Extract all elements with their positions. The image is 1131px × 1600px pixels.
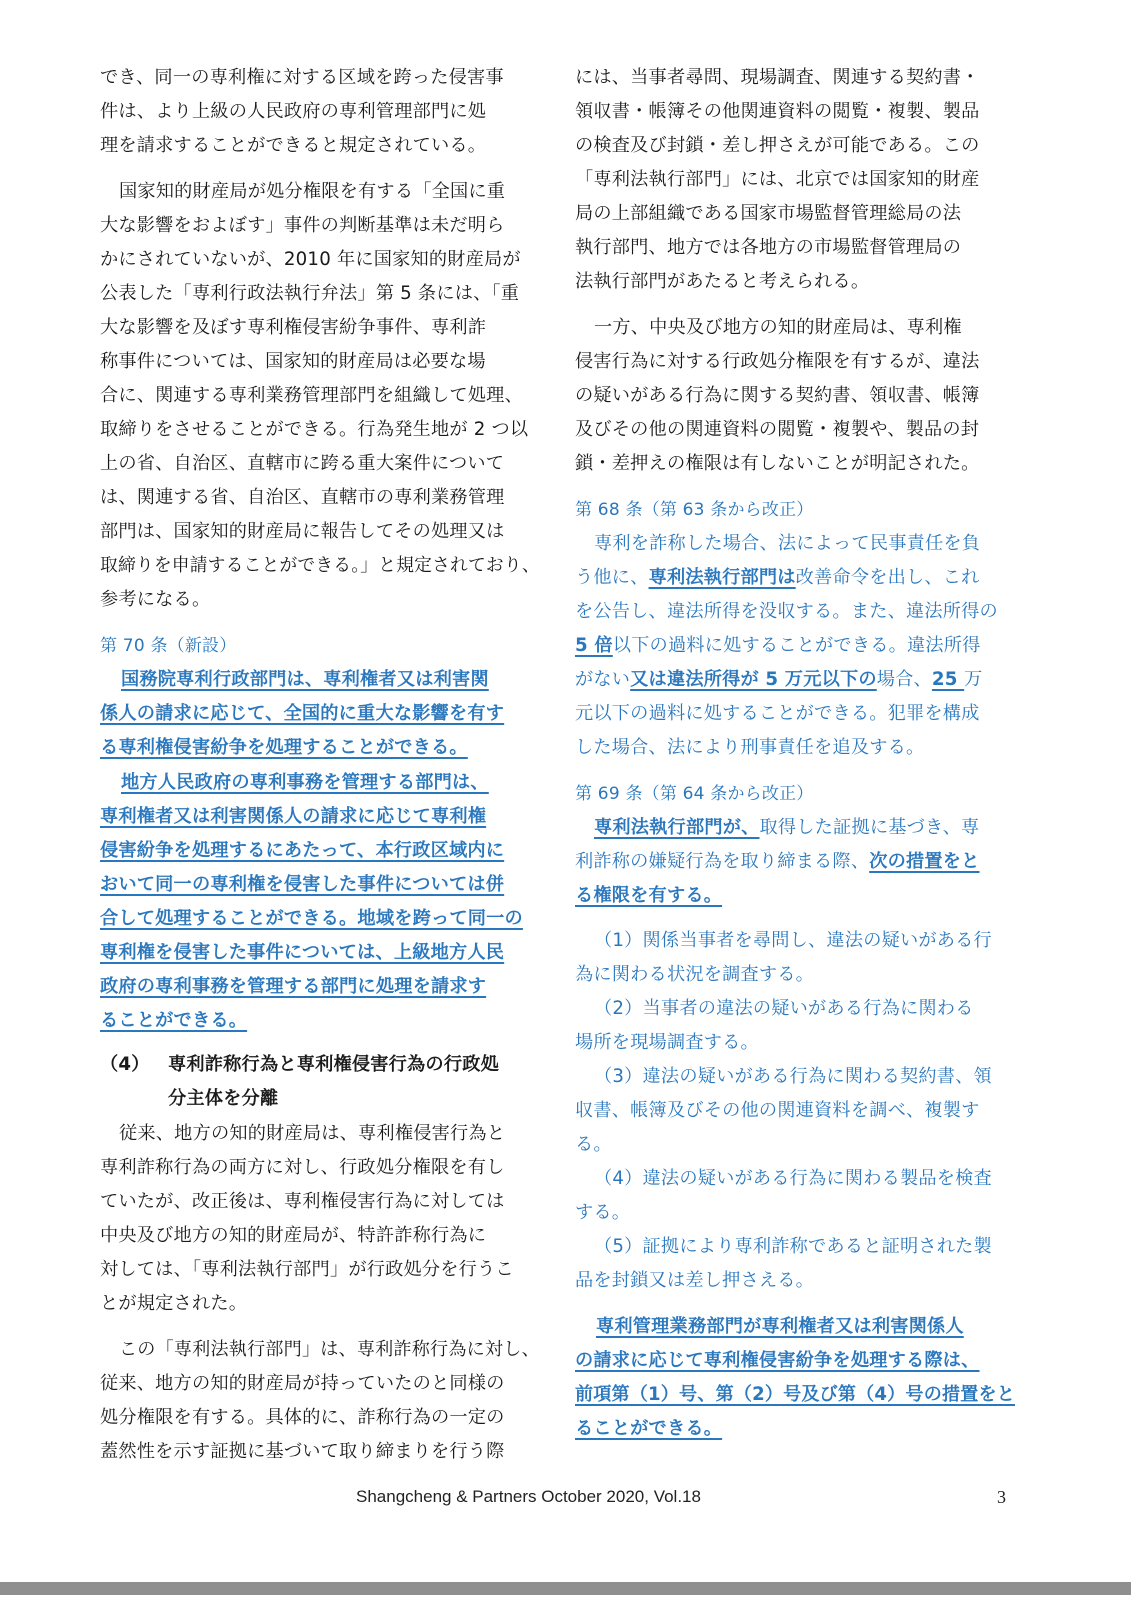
emphasis-segment: 5 倍: [575, 635, 613, 656]
text-segment: がない: [575, 669, 631, 690]
text-line: 国務院専利行政部門は、専利権者又は利害関: [121, 669, 489, 690]
footer-bar: [0, 1582, 1131, 1595]
text-line: 専利を詐称した場合、法によって民事責任を負: [594, 533, 981, 554]
text-line: [575, 634, 981, 658]
text-line: [575, 566, 980, 590]
list-item-line: 為に関わる状況を調査する。: [575, 964, 815, 985]
emphasis-segment: 25: [931, 669, 965, 690]
list-item-line: （3）違法の疑いがある行為に関わる契約書、領: [594, 1066, 992, 1087]
text-line: 前項第（1）号、第（2）号及び第（4）号の措置をと: [575, 1384, 1015, 1405]
text-segment: 改善命令を出し、これ: [795, 567, 980, 588]
text-line: の請求に応じて専利権侵害紛争を処理する際は、: [575, 1350, 980, 1371]
text-line: 政府の専利事務を管理する部門に処理を請求す: [100, 976, 487, 997]
text-line: 係人の請求に応じて、全国的に重大な影響を有す: [100, 703, 505, 724]
text-line: 件は、より上級の人民政府の専利管理部門に処: [100, 101, 487, 122]
text-line: 称事件については、国家知的財産局は必要な場: [100, 351, 486, 372]
text-line: でき、同一の専利権に対する区域を跨った侵害事: [100, 67, 504, 88]
list-item-line: （4）違法の疑いがある行為に関わる製品を検査: [594, 1168, 992, 1189]
list-item-line: （2）当事者の違法の疑いがある行為に関わる: [594, 998, 974, 1019]
text-line: 専利権を侵害した事件については、上級地方人民: [100, 942, 505, 963]
text-line: 地方人民政府の専利事務を管理する部門は、: [121, 772, 489, 793]
text-line: 公表した「専利行政法執行弁法」第 5 条には、「重: [100, 283, 520, 304]
article-68-heading: 第 68 条（第 63 条から改正）: [575, 500, 814, 520]
text-line: 侵害紛争を処理するにあたって、本行政区域内に: [100, 840, 505, 861]
text-line: ることができる。: [100, 1010, 248, 1031]
list-item-line: 品を封鎖又は差し押さえる。: [575, 1270, 815, 1291]
article-69-heading: 第 69 条（第 64 条から改正）: [575, 784, 814, 804]
text-line: 一方、中央及び地方の知的財産局は、専利権: [594, 317, 962, 338]
text-line: [575, 668, 983, 692]
text-line: 国家知的財産局が処分権限を有する「全国に重: [119, 181, 506, 202]
text-line: 専利詐称行為の両方に対し、行政処分権限を有し: [100, 1157, 505, 1178]
text-segment: う他に、: [575, 567, 649, 588]
article-70-heading: 第 70 条（新設）: [100, 636, 237, 656]
section-title: 分主体を分離: [168, 1088, 279, 1109]
text-line: の検査及び封鎖・差し押さえが可能である。この: [575, 135, 980, 156]
text-line: ることができる。: [575, 1418, 723, 1439]
text-line: とが規定された。: [100, 1293, 248, 1314]
list-item-line: する。: [575, 1202, 631, 1223]
text-line: 領収書・帳簿その他関連資料の閲覧・複製、製品: [575, 101, 980, 122]
text-line: かにされていないが、2010 年に国家知的財産局が: [100, 249, 521, 270]
text-line: 蓋然性を示す証拠に基づいて取り締まりを行う際: [100, 1441, 505, 1462]
text-line: 執行部門、地方では各地方の市場監督管理局の: [575, 237, 962, 258]
list-item-line: （1）関係当事者を尋問し、違法の疑いがある行: [594, 930, 992, 951]
text-line: る専利権侵害紛争を処理することができる。: [100, 737, 468, 758]
text-line: 専利管理業務部門が専利権者又は利害関係人: [596, 1316, 964, 1337]
text-line: 鎖・差押えの権限は有しないことが明記された。: [575, 453, 980, 474]
text-line: 従来、地方の知的財産局は、専利権侵害行為と: [119, 1123, 506, 1144]
text-line: 元以下の過料に処することができる。犯罪を構成: [575, 703, 980, 724]
text-line: 法執行部門があたると考えられる。: [575, 271, 870, 292]
footer-publication: Shangcheng & Partners October 2020, Vol.18: [356, 1487, 701, 1506]
text-line: 上の省、自治区、直轄市に跨る重大案件について: [100, 453, 505, 474]
text-line: 対しては、「専利法執行部門」が行政処分を行うこ: [100, 1259, 514, 1280]
text-line: 取締りをさせることができる。行為発生地が 2 つ以: [100, 419, 529, 440]
text-line: ていたが、改正後は、専利権侵害行為に対しては: [100, 1191, 505, 1212]
text-segment: 利詐称の嫌疑行為を取り締まる際、: [575, 851, 870, 872]
emphasis-segment: 次の措置をと: [869, 851, 980, 872]
text-line: この「専利法執行部門」は、専利詐称行為に対し、: [119, 1339, 540, 1360]
text-line: [575, 850, 980, 874]
list-item-line: 場所を現場調査する。: [575, 1032, 759, 1053]
list-item-line: （5）証拠により専利詐称であると証明された製: [594, 1236, 992, 1257]
text-line: した場合、法により刑事責任を追及する。: [575, 737, 925, 758]
text-line: 侵害行為に対する行政処分権限を有するが、違法: [575, 351, 980, 372]
page-number: 3: [997, 1487, 1006, 1507]
text-segment: 以下の過料に処することができる。違法所得: [612, 635, 981, 656]
text-line: 部門は、国家知的財産局に報告してその処理又は: [100, 521, 505, 542]
text-segment: 取得した証拠に基づき、専: [759, 817, 980, 838]
text-line: には、当事者尋問、現場調査、関連する契約書・: [575, 67, 980, 88]
emphasis-segment: 専利法執行部門が、: [594, 817, 760, 838]
text-line: る権限を有する。: [575, 885, 723, 906]
list-item-line: 収書、帳簿及びその他の関連資料を調べ、複製す: [575, 1100, 980, 1121]
emphasis-segment: 専利法執行部門は: [648, 567, 796, 588]
text-line: を公告し、違法所得を没収する。また、違法所得の: [575, 601, 998, 622]
text-line: 大な影響をおよぼす」事件の判断基準は未だ明ら: [100, 215, 505, 236]
text-line: 処分権限を有する。具体的に、詐称行為の一定の: [100, 1407, 505, 1428]
text-line: 中央及び地方の知的財産局が、特許詐称行為に: [100, 1225, 487, 1246]
text-line: [594, 816, 979, 840]
text-line: 参考になる。: [100, 589, 211, 610]
text-line: 「専利法執行部門」には、北京では国家知的財産: [575, 169, 980, 190]
text-line: 合に、関連する専利業務管理部門を組織して処理、: [100, 385, 523, 406]
text-line: 及びその他の関連資料の閲覧・複製や、製品の封: [575, 419, 980, 440]
section-title: 専利詐称行為と専利権侵害行為の行政処: [168, 1054, 499, 1075]
text-line: 理を請求することができると規定されている。: [100, 135, 487, 156]
list-item-line: る。: [575, 1134, 612, 1155]
text-line: 大な影響を及ぼす専利権侵害紛争事件、専利詐: [100, 317, 487, 338]
emphasis-segment: 又は違法所得が 5 万元以下の: [630, 669, 877, 690]
text-line: 専利権者又は利害関係人の請求に応じて専利権: [100, 806, 487, 827]
text-line: 取締りを申請することができる。」と規定されており、: [100, 555, 540, 576]
text-line: 合して処理することができる。地域を跨って同一の: [100, 908, 523, 929]
text-line: は、関連する省、自治区、直轄市の専利業務管理: [100, 487, 505, 508]
section-number: （4）: [100, 1054, 150, 1075]
text-segment: 万: [964, 669, 983, 690]
text-line: おいて同一の専利権を侵害した事件については併: [100, 874, 505, 895]
text-line: の疑いがある行為に関する契約書、領収書、帳簿: [575, 385, 980, 406]
text-segment: 場合、: [876, 669, 932, 690]
text-line: 従来、地方の知的財産局が持っていたのと同様の: [100, 1373, 505, 1394]
text-line: 局の上部組織である国家市場監督管理総局の法: [575, 203, 962, 224]
